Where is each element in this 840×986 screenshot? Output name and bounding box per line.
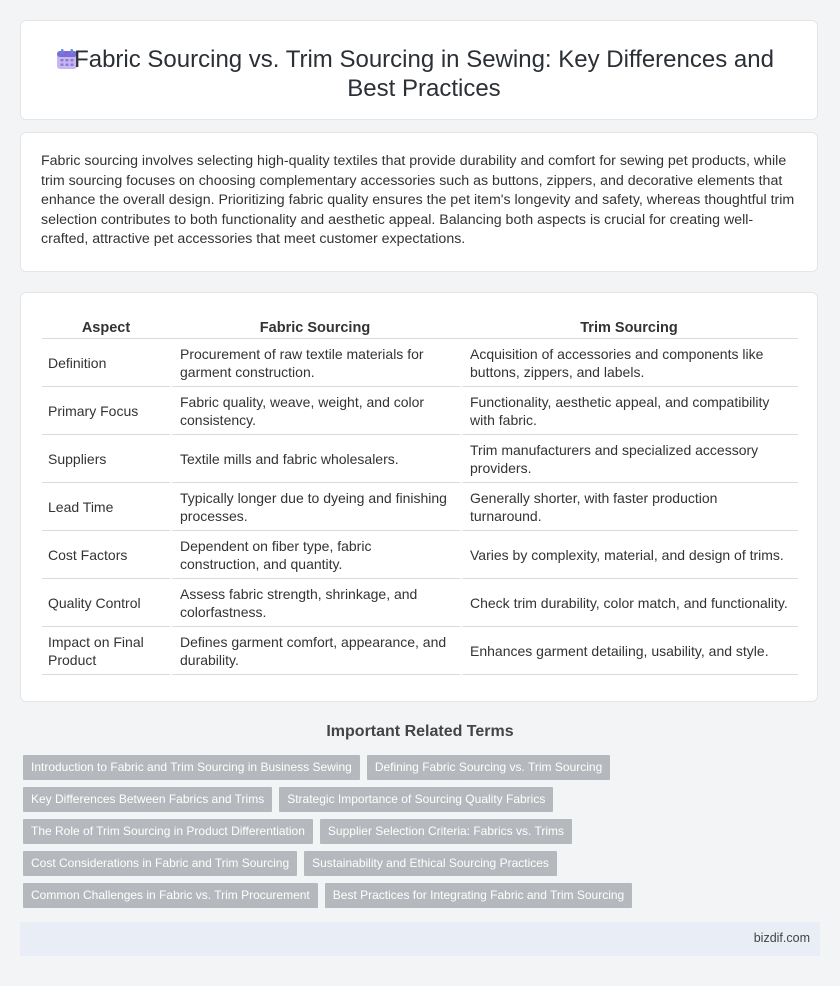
row-fabric: Dependent on fiber type, fabric construction, and quantity. bbox=[170, 531, 460, 579]
table-row bbox=[42, 627, 798, 675]
tag-row bbox=[23, 819, 823, 844]
related-term-link[interactable]: Defining Fabric Sourcing vs. Trim Sourcing bbox=[367, 755, 610, 780]
intro-paragraph: Fabric sourcing involves selecting high-quality textiles that provide durability and comfort for sewing pet products, while trim sourcing focuses on choosing complementary accessories such as buttons, zippers, and decorative elements that enhance the overall design. Prioritizing fabric quality ensures the pet item's longevity and safety, whereas thoughtful trim selection contributes to both functionality and aesthetic appeal. Balancing both aspects is crucial for creating well-crafted, attractive pet accessories that meet customer expectations. bbox=[41, 153, 795, 247]
tag-row bbox=[23, 787, 823, 812]
row-aspect: Quality Control bbox=[42, 579, 170, 627]
related-term-link[interactable]: Key Differences Between Fabrics and Trims bbox=[23, 787, 272, 812]
header-fabric-sourcing: Fabric Sourcing bbox=[170, 316, 460, 339]
row-trim: Enhances garment detailing, usability, and style. bbox=[460, 627, 798, 675]
row-trim: Acquisition of accessories and components like buttons, zippers, and labels. bbox=[460, 339, 798, 387]
title-card bbox=[20, 20, 818, 120]
row-trim: Varies by complexity, material, and design of trims. bbox=[460, 531, 798, 579]
row-fabric: Assess fabric strength, shrinkage, and colorfastness. bbox=[170, 579, 460, 627]
related-term-link[interactable]: Strategic Importance of Sourcing Quality Fabrics bbox=[279, 787, 553, 812]
row-fabric: Typically longer due to dyeing and finishing processes. bbox=[170, 483, 460, 531]
row-aspect: Suppliers bbox=[42, 435, 170, 483]
related-terms-heading: Important Related Terms bbox=[326, 723, 514, 740]
row-trim: Generally shorter, with faster production turnaround. bbox=[460, 483, 798, 531]
intro-card bbox=[20, 132, 818, 272]
related-term-link[interactable]: Supplier Selection Criteria: Fabrics vs. Trims bbox=[320, 819, 572, 844]
table-row bbox=[42, 483, 798, 531]
header-trim-sourcing: Trim Sourcing bbox=[460, 316, 798, 339]
row-aspect: Primary Focus bbox=[42, 387, 170, 435]
footer bbox=[20, 922, 820, 956]
comparison-table bbox=[42, 316, 798, 675]
row-aspect: Cost Factors bbox=[42, 531, 170, 579]
row-fabric: Procurement of raw textile materials for garment construction. bbox=[170, 339, 460, 387]
related-term-link[interactable]: Common Challenges in Fabric vs. Trim Procurement bbox=[23, 883, 318, 908]
row-fabric: Defines garment comfort, appearance, and durability. bbox=[170, 627, 460, 675]
related-terms-list bbox=[23, 755, 823, 915]
tag-row bbox=[23, 755, 823, 780]
footer-brand[interactable]: bizdif.com bbox=[753, 931, 810, 945]
row-aspect: Impact on Final Product bbox=[42, 627, 170, 675]
row-fabric: Fabric quality, weave, weight, and color consistency. bbox=[170, 387, 460, 435]
related-term-link[interactable]: Sustainability and Ethical Sourcing Practices bbox=[304, 851, 557, 876]
tag-row bbox=[23, 883, 823, 908]
tag-row bbox=[23, 851, 823, 876]
header-aspect: Aspect bbox=[42, 316, 170, 339]
related-term-link[interactable]: The Role of Trim Sourcing in Product Differentiation bbox=[23, 819, 313, 844]
page-title: Fabric Sourcing vs. Trim Sourcing in Sewing: Key Differences and Best Practices bbox=[74, 46, 774, 102]
table-row bbox=[42, 387, 798, 435]
table-row bbox=[42, 435, 798, 483]
row-aspect: Lead Time bbox=[42, 483, 170, 531]
table-header-row bbox=[42, 316, 798, 339]
row-trim: Functionality, aesthetic appeal, and compatibility with fabric. bbox=[460, 387, 798, 435]
row-trim: Check trim durability, color match, and functionality. bbox=[460, 579, 798, 627]
table-row bbox=[42, 339, 798, 387]
related-term-link[interactable]: Introduction to Fabric and Trim Sourcing in Business Sewing bbox=[23, 755, 360, 780]
table-row bbox=[42, 531, 798, 579]
row-aspect: Definition bbox=[42, 339, 170, 387]
related-term-link[interactable]: Cost Considerations in Fabric and Trim Sourcing bbox=[23, 851, 297, 876]
table-row bbox=[42, 579, 798, 627]
comparison-card bbox=[20, 292, 818, 702]
row-trim: Trim manufacturers and specialized accessory providers. bbox=[460, 435, 798, 483]
row-fabric: Textile mills and fabric wholesalers. bbox=[170, 435, 460, 483]
related-term-link[interactable]: Best Practices for Integrating Fabric and Trim Sourcing bbox=[325, 883, 632, 908]
